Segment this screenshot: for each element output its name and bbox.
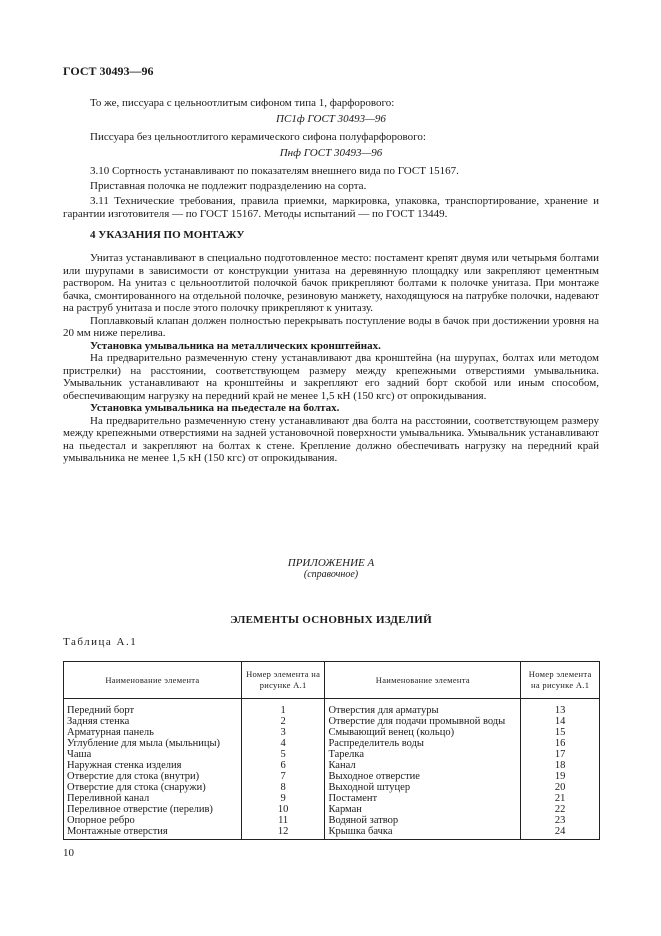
table-label: Таблица А.1 <box>63 636 138 648</box>
element-name-cell: Водяной затвор <box>325 815 521 826</box>
table-row <box>64 793 600 804</box>
element-name-cell: Выходное отверстие <box>325 771 521 782</box>
element-number-cell: 15 <box>521 727 600 738</box>
element-number-cell: 18 <box>521 760 600 771</box>
paragraph-pedestal: На предварительно размеченную стену устанавливают два болта на расстоянии, соответствующем размеру между крепежными отверстиями на задней установочной поверхности умывальника. Умывальник устанавливают на пьедестал и закрепляют на болтах к стене. Крепление должно обеспечивать нагрузку на передний край умывальника не менее 1,5 кН (150 кгс) от опрокидывания. <box>63 414 599 464</box>
clause-3-11 <box>63 195 599 220</box>
paragraph-brackets: На предварительно размеченную стену устанавливают два кронштейна (на шурупах, болтах или методом пристрелки) на расстоянии, соответствующем размеру между крепежными отверстиями умывальника. Умывальник устанавливают на кронштейны и закрепляют его задний борт скобой или иным способом, обеспечивающим нагрузку на передний край не менее 1,5 кН (150 кгс) от опрокидывания. <box>63 352 599 402</box>
element-number-cell: 9 <box>241 793 325 804</box>
element-number-cell: 10 <box>241 804 325 815</box>
element-number-cell: 16 <box>521 738 600 749</box>
element-name-cell: Передний борт <box>64 699 242 717</box>
page-number: 10 <box>63 847 74 859</box>
element-name-cell: Отверстие для стока (снаружи) <box>64 782 242 793</box>
element-number-cell: 20 <box>521 782 600 793</box>
element-name-cell: Чаша <box>64 749 242 760</box>
element-name-cell: Выходной штуцер <box>325 782 521 793</box>
element-number-cell: 4 <box>241 738 325 749</box>
element-name-cell: Отверстие для подачи промывной воды <box>325 716 521 727</box>
element-name-cell: Канал <box>325 760 521 771</box>
paragraph-float-valve: Поплавковый клапан должен полностью перекрывать поступление воды в бачок при достижении уровня на 20 мм ниже перелива. <box>63 314 599 339</box>
element-number-cell: 24 <box>521 826 600 840</box>
element-number-cell: 22 <box>521 804 600 815</box>
element-name-cell: Монтажные отверстия <box>64 826 242 840</box>
element-name-cell: Отверстия для арматуры <box>325 699 521 717</box>
element-name-cell: Отверстие для стока (внутри) <box>64 771 242 782</box>
section-body <box>63 252 599 465</box>
clause-3-11-text: 3.11 Технические требования, правила приемки, маркировка, упаковка, транспортирование, хранение и гарантии изготовителя — по ГОСТ 15167. Методы испытаний — по ГОСТ 13449. <box>63 195 599 220</box>
table-row <box>64 699 600 717</box>
subheading-brackets: Установка умывальника на металлических кронштейнах. <box>90 339 381 352</box>
table-row <box>64 804 600 815</box>
element-name-cell: Опорное ребро <box>64 815 242 826</box>
table-header-row <box>64 662 600 699</box>
element-number-cell: 7 <box>241 771 325 782</box>
standard-header: ГОСТ 30493—96 <box>63 64 154 78</box>
designation-example-1: ПС1ф ГОСТ 30493—96 <box>276 113 386 125</box>
element-number-cell: 11 <box>241 815 325 826</box>
header-name-2: Наименование элемента <box>325 662 521 699</box>
header-name-1: Наименование элемента <box>64 662 242 699</box>
table-body <box>64 699 600 840</box>
element-name-cell: Карман <box>325 804 521 815</box>
table-row <box>64 727 600 738</box>
table-row <box>64 738 600 749</box>
section-heading: 4 УКАЗАНИЯ ПО МОНТАЖУ <box>90 229 245 241</box>
element-name-cell: Распределитель воды <box>325 738 521 749</box>
element-number-cell: 1 <box>241 699 325 717</box>
element-name-cell: Арматурная панель <box>64 727 242 738</box>
element-number-cell: 23 <box>521 815 600 826</box>
element-number-cell: 3 <box>241 727 325 738</box>
element-number-cell: 14 <box>521 716 600 727</box>
element-name-cell: Переливной канал <box>64 793 242 804</box>
table-row <box>64 760 600 771</box>
element-number-cell: 17 <box>521 749 600 760</box>
element-name-cell: Тарелка <box>325 749 521 760</box>
element-name-cell: Крышка бачка <box>325 826 521 840</box>
header-number-2: Номер элемента на рисунке А.1 <box>521 662 600 699</box>
clause-3-10: 3.10 Сортность устанавливают по показателям внешнего вида по ГОСТ 15167. <box>90 165 459 177</box>
header-number-1: Номер элемента на рисунке А.1 <box>241 662 325 699</box>
table-row <box>64 716 600 727</box>
subheading-pedestal: Установка умывальника на пьедестале на болтах. <box>90 402 340 414</box>
element-name-cell: Постамент <box>325 793 521 804</box>
element-number-cell: 21 <box>521 793 600 804</box>
element-name-cell: Наружная стенка изделия <box>64 760 242 771</box>
element-number-cell: 8 <box>241 782 325 793</box>
table-row <box>64 782 600 793</box>
element-name-cell: Задняя стенка <box>64 716 242 727</box>
element-number-cell: 5 <box>241 749 325 760</box>
appendix-heading: ЭЛЕМЕНТЫ ОСНОВНЫХ ИЗДЕЛИЙ <box>230 614 432 626</box>
element-number-cell: 19 <box>521 771 600 782</box>
element-name-cell: Углубление для мыла (мыльницы) <box>64 738 242 749</box>
designation-intro-2: Писсуара без цельноотлитого керамического сифона полуфарфорового: <box>90 131 426 143</box>
element-name-cell: Смывающий венец (кольцо) <box>325 727 521 738</box>
element-number-cell: 6 <box>241 760 325 771</box>
appendix-subtitle: (справочное) <box>303 569 359 580</box>
element-number-cell: 12 <box>241 826 325 840</box>
paragraph-toilet-install: Унитаз устанавливают в специально подготовленное место: постамент крепят двумя или четырьмя болтами или шурупами в зависимости от конструкции унитаза на деревянную площадку или закрепляют цементным раствором. На унитаз с цельноотлитой полочкой бачок прикрепляют болтами к полочке унитаза. При монтаже бачка, смонтированного на отдельной полочке, резиновую манжету, находящуюся на патрубке полочки, надевают на раструб унитаза и после этого полочку прикрепляют к унитазу. <box>63 252 599 314</box>
clause-3-10-note: Приставная полочка не подлежит подразделению на сорта. <box>90 180 367 192</box>
table-row <box>64 771 600 782</box>
table-row <box>64 826 600 840</box>
table-row <box>64 749 600 760</box>
elements-table <box>63 661 600 840</box>
element-name-cell: Переливное отверстие (перелив) <box>64 804 242 815</box>
table-row <box>64 815 600 826</box>
designation-intro-1: То же, писсуара с цельноотлитым сифоном типа 1, фарфорового: <box>90 97 395 109</box>
element-number-cell: 2 <box>241 716 325 727</box>
appendix-title: ПРИЛОЖЕНИЕ А <box>287 557 375 569</box>
designation-example-2: Пнф ГОСТ 30493—96 <box>279 147 383 159</box>
element-number-cell: 13 <box>521 699 600 717</box>
